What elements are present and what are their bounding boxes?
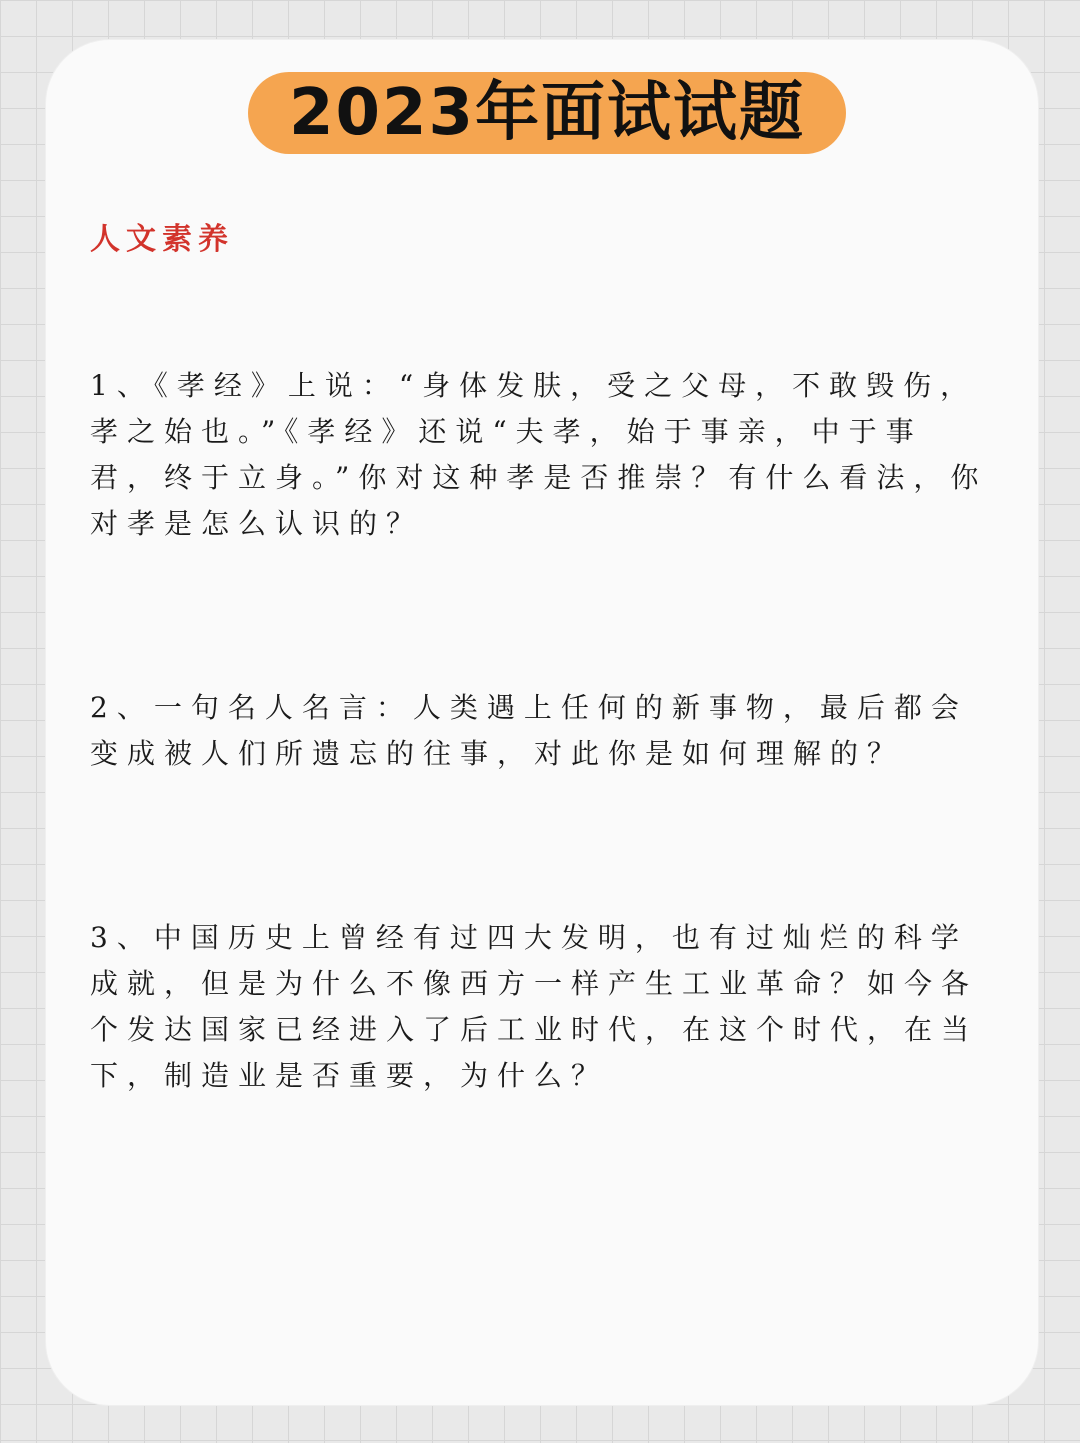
title-banner [248, 72, 846, 154]
question-item-3: 3、中国历史上曾经有过四大发明，也有过灿烂的科学成就，但是为什么不像西方一样产生工业革命？如今各个发达国家已经进入了后工业时代，在这个时代，在当下，制造业是否重要，为什么？ [90, 921, 979, 1092]
content-card [46, 40, 1038, 1405]
page-title: 2023年面试试题 [288, 76, 806, 150]
question-item-1: 1、《孝经》上说：“身体发肤，受之父母，不敢毁伤，孝之始也。”《孝经》还说“夫孝，始于事亲，中于事君，终于立身。”你对这种孝是否推崇？有什么看法，你对孝是怎么认识的？ [90, 369, 988, 540]
section-heading: 人文素养 [90, 222, 234, 257]
question-item-2: 2、一句名人名言：人类遇上任何的新事物，最后都会变成被人们所遗忘的往事，对此你是如何理解的？ [90, 691, 968, 770]
